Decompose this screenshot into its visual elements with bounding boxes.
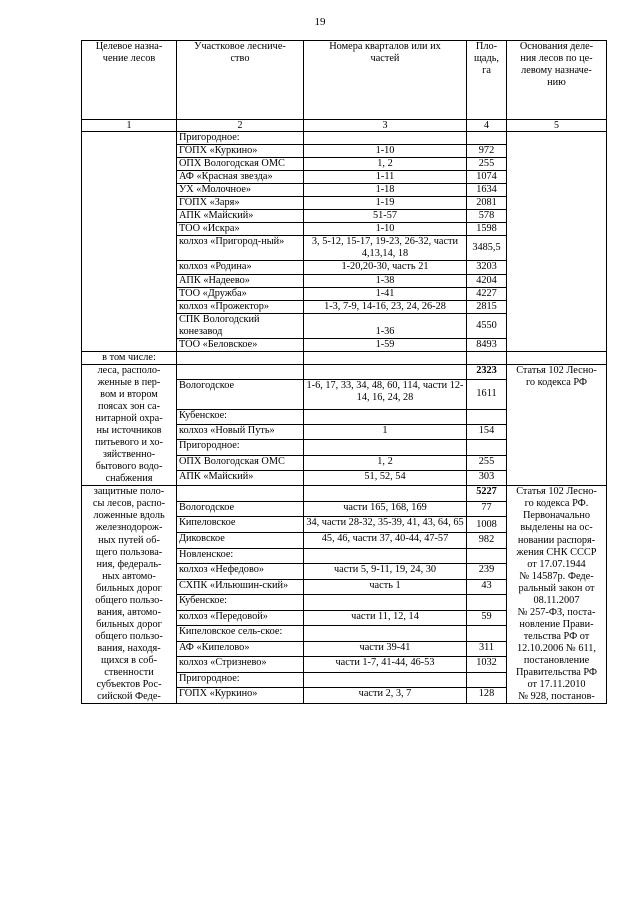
forestry-name: колхоз «Стризнево» — [177, 657, 304, 673]
forestry-name: колхоз «Пригород-ный» — [177, 236, 304, 261]
area: 1032 — [467, 657, 507, 673]
area: 59 — [467, 610, 507, 626]
forestry-name: Пригородное: — [177, 440, 304, 455]
quarters: 1-20,20-30, часть 21 — [304, 261, 467, 274]
area — [467, 626, 507, 642]
basis-cell-empty — [507, 132, 607, 352]
forestry-name: ГОПХ «Куркино» — [177, 145, 304, 158]
area: 43 — [467, 579, 507, 595]
quarters — [304, 409, 467, 424]
area: 154 — [467, 424, 507, 439]
area: 4204 — [467, 274, 507, 287]
quarters — [304, 132, 467, 145]
header-basis: Основания деле- ния лесов по це- левому назначе- нию — [507, 41, 607, 120]
area: 4550 — [467, 313, 507, 338]
forestry-name: АФ «Красная звезда» — [177, 171, 304, 184]
forestry-name: колхоз «Прожектор» — [177, 300, 304, 313]
purpose-text: защитные поло- сы лесов, распо- ложенные вдоль железнодорож- ных путей об- щего пользова- ния, федераль- ных автомо- бильных дорог общего пользо- вания, автомо- бильных дорог общего пользо- вания, находя- щихся в соб- ственности субъектов Рос- сийской Феде- — [82, 486, 177, 704]
total-area: 2323 — [467, 364, 507, 379]
quarters: 1-59 — [304, 338, 467, 351]
quarters: 1-41 — [304, 287, 467, 300]
quarters — [304, 672, 467, 688]
table-header-row — [82, 41, 607, 120]
forestry-name: АПК «Майский» — [177, 470, 304, 485]
area: 311 — [467, 641, 507, 657]
quarters: части 11, 12, 14 — [304, 610, 467, 626]
quarters: 45, 46, части 37, 40-44, 47-57 — [304, 532, 467, 548]
forestry-name: Кубенское: — [177, 595, 304, 611]
forestry-name: АПК «Майский» — [177, 210, 304, 223]
quarters: 3, 5-12, 15-17, 19-23, 26-32, части 4,13,14, 18 — [304, 236, 467, 261]
quarters — [304, 440, 467, 455]
area: 4227 — [467, 287, 507, 300]
header-forestry: Участковое лесниче- ство — [177, 41, 304, 120]
area: 3485,5 — [467, 236, 507, 261]
forestry-name — [177, 486, 304, 502]
area — [467, 548, 507, 564]
forestry-name: СПК Вологодский конезавод — [177, 313, 304, 338]
quarters: 1-19 — [304, 197, 467, 210]
quarters: 34, части 28-32, 35-39, 41, 43, 64, 65 — [304, 517, 467, 533]
forestry-name: ГОПХ «Заря» — [177, 197, 304, 210]
forestry-name: ТОО «Искра» — [177, 223, 304, 236]
forestry-name: УХ «Молочное» — [177, 184, 304, 197]
area: 1598 — [467, 223, 507, 236]
area: 128 — [467, 688, 507, 704]
quarters: 1 — [304, 424, 467, 439]
area: 1008 — [467, 517, 507, 533]
col-number: 2 — [177, 120, 304, 132]
forestry-name: АФ «Кипелово» — [177, 641, 304, 657]
quarters: 51, 52, 54 — [304, 470, 467, 485]
forestry-name: Кипеловское сель-ское: — [177, 626, 304, 642]
forestry-name: Диковское — [177, 532, 304, 548]
quarters: части 165, 168, 169 — [304, 501, 467, 517]
forestry-name: колхоз «Передовой» — [177, 610, 304, 626]
total-area: 5227 — [467, 486, 507, 502]
forestry-name: Вологодское — [177, 380, 304, 409]
area: 77 — [467, 501, 507, 517]
area: 1074 — [467, 171, 507, 184]
basis-text: Статья 102 Лесно- го кодекса РФ — [507, 364, 607, 485]
forestry-name: СХПК «Ильюшин-ский» — [177, 579, 304, 595]
quarters — [304, 548, 467, 564]
area: 972 — [467, 145, 507, 158]
quarters: 1-3, 7-9, 14-16, 23, 24, 26-28 — [304, 300, 467, 313]
quarters — [304, 486, 467, 502]
quarters: части 2, 3, 7 — [304, 688, 467, 704]
quarters: 1-10 — [304, 145, 467, 158]
table-row — [82, 132, 607, 145]
forestry-name: ТОО «Дружба» — [177, 287, 304, 300]
basis-text: Статья 102 Лесно- го кодекса РФ. Первоначально выделены на ос- новании распоря- жения СНК СССР от 17.07.1944 № 14587р. Феде- ральный закон от 08.11.2007 № 257-ФЗ, поста- новление Прави- тельства РФ от 12.10.2006 № 611, постановление Правительства РФ от 17.11.2010 № 928, постанов- — [507, 486, 607, 704]
area: 578 — [467, 210, 507, 223]
header-quarters: Номера кварталов или их частей — [304, 41, 467, 120]
purpose-text: леса, располо- женные в пер- вом и втором поясах зон са- нитарной охра- ны источников питьевого и хо- зяйственно- бытового водо- снабжения — [82, 364, 177, 485]
forestry-name: колхоз «Родина» — [177, 261, 304, 274]
forestry-name: Новленское: — [177, 548, 304, 564]
quarters: 1, 2 — [304, 158, 467, 171]
forestry-name: Пригородное: — [177, 672, 304, 688]
column-number-row — [82, 120, 607, 132]
area: 8493 — [467, 338, 507, 351]
forestry-name: ГОПХ «Куркино» — [177, 688, 304, 704]
forestry-name: АПК «Надеево» — [177, 274, 304, 287]
forestry-name — [177, 364, 304, 379]
section-total-row — [82, 364, 607, 379]
forestry-name: колхоз «Нефедово» — [177, 564, 304, 580]
forestry-name: ОПХ Вологодская ОМС — [177, 455, 304, 470]
header-purpose: Целевое назна- чение лесов — [82, 41, 177, 120]
forestry-name: ТОО «Беловское» — [177, 338, 304, 351]
section-2 — [82, 364, 607, 485]
quarters: 1-38 — [304, 274, 467, 287]
area — [467, 672, 507, 688]
section-1 — [82, 132, 607, 352]
col-number: 1 — [82, 120, 177, 132]
area: 303 — [467, 470, 507, 485]
col-number: 5 — [507, 120, 607, 132]
col-number: 3 — [304, 120, 467, 132]
forestry-name: Вологодское — [177, 501, 304, 517]
quarters: части 39-41 — [304, 641, 467, 657]
quarters: части 1-7, 41-44, 46-53 — [304, 657, 467, 673]
quarters: 1-18 — [304, 184, 467, 197]
area: 255 — [467, 455, 507, 470]
col-number: 4 — [467, 120, 507, 132]
quarters: 1-10 — [304, 223, 467, 236]
in-that-number-row — [82, 351, 607, 364]
area: 982 — [467, 532, 507, 548]
quarters: часть 1 — [304, 579, 467, 595]
forestry-name: Пригородное: — [177, 132, 304, 145]
in-that-number: в том числе: — [82, 351, 177, 364]
quarters: 1-11 — [304, 171, 467, 184]
area: 239 — [467, 564, 507, 580]
forestry-name: Кубенское: — [177, 409, 304, 424]
area: 255 — [467, 158, 507, 171]
quarters — [304, 626, 467, 642]
page-number: 19 — [314, 16, 326, 28]
purpose-cell-empty — [82, 132, 177, 352]
forest-purpose-table — [81, 40, 607, 704]
area — [467, 595, 507, 611]
area — [467, 132, 507, 145]
quarters: 1-36 — [304, 313, 467, 338]
quarters: 51-57 — [304, 210, 467, 223]
section-3 — [82, 486, 607, 704]
area: 1611 — [467, 380, 507, 409]
area — [467, 440, 507, 455]
quarters: части 5, 9-11, 19, 24, 30 — [304, 564, 467, 580]
area: 2815 — [467, 300, 507, 313]
forestry-name: ОПХ Вологодская ОМС — [177, 158, 304, 171]
area — [467, 409, 507, 424]
area: 1634 — [467, 184, 507, 197]
section-total-row — [82, 486, 607, 502]
quarters: 1, 2 — [304, 455, 467, 470]
quarters: 1-6, 17, 33, 34, 48, 60, 114, части 12-14, 16, 24, 28 — [304, 380, 467, 409]
quarters — [304, 595, 467, 611]
quarters — [304, 364, 467, 379]
area: 2081 — [467, 197, 507, 210]
header-area: Пло- щадь, га — [467, 41, 507, 120]
forestry-name: Кипеловское — [177, 517, 304, 533]
area: 3203 — [467, 261, 507, 274]
forestry-name: колхоз «Новый Путь» — [177, 424, 304, 439]
